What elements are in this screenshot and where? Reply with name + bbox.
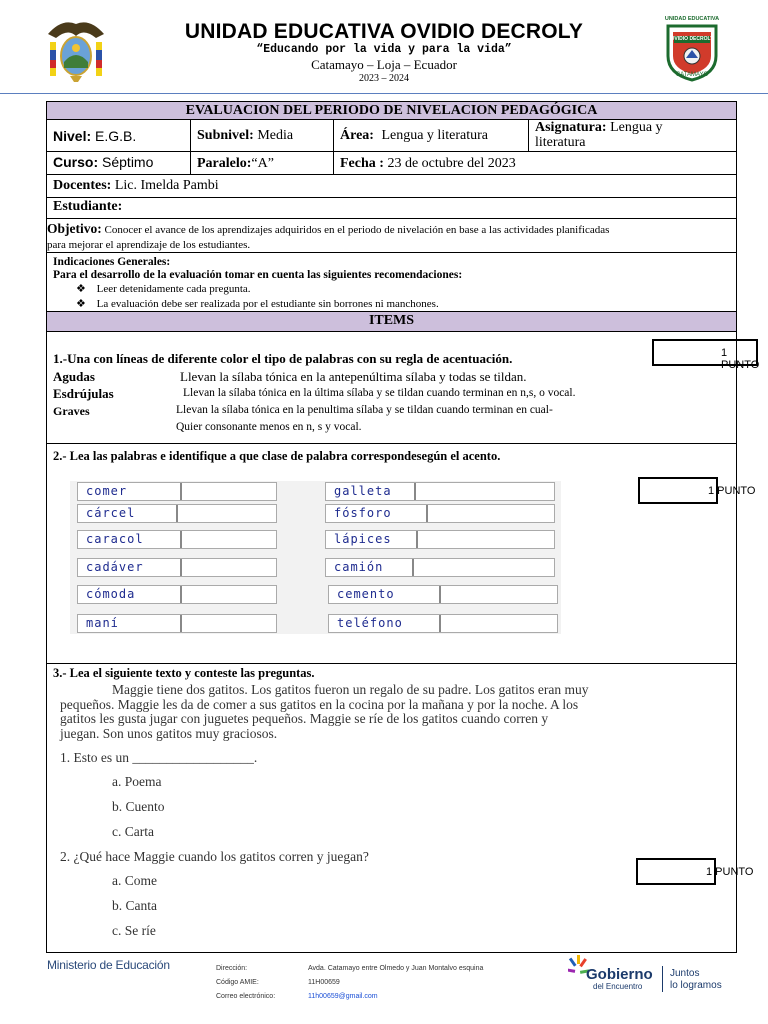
word-separator bbox=[414, 483, 416, 500]
nivel-cell bbox=[53, 128, 136, 144]
indicacion-text: La evaluación debe ser realizada por el estudiante sin borrones ni manchones. bbox=[96, 298, 439, 310]
word-box[interactable] bbox=[325, 504, 555, 523]
word-text: galleta bbox=[334, 484, 392, 498]
q3-option[interactable]: c. Carta bbox=[112, 824, 154, 839]
gobierno-slogan-2: lo logramos bbox=[670, 980, 722, 991]
word-separator bbox=[416, 531, 418, 548]
reading-line: Maggie tiene dos gatitos. Los gatitos fueron un regalo de su padre. Los gatitos eran muy bbox=[112, 682, 589, 697]
ministry-name: Ministerio de Educación bbox=[47, 958, 170, 972]
rule bbox=[46, 443, 737, 444]
q3-option[interactable]: a. Come bbox=[112, 873, 157, 888]
asignatura-cell bbox=[535, 120, 663, 150]
word-text: lápices bbox=[334, 532, 392, 546]
word-text: teléfono bbox=[337, 616, 403, 630]
q1-prompt: 1.-Una con líneas de diferente color el tipo de palabras con su regla de acentuación. bbox=[53, 351, 513, 366]
word-box[interactable] bbox=[328, 585, 558, 604]
curso-cell bbox=[53, 154, 153, 170]
rule bbox=[46, 218, 737, 219]
word-separator bbox=[439, 615, 441, 632]
word-box[interactable] bbox=[77, 530, 277, 549]
direccion-label: Dirección: bbox=[216, 965, 248, 972]
word-box[interactable] bbox=[77, 482, 277, 501]
word-box[interactable] bbox=[328, 614, 558, 633]
word-box[interactable] bbox=[325, 482, 555, 501]
curso-label: Curso: bbox=[53, 154, 99, 170]
reading-line: gatitos les gusta jugar con juguetes pequeños. Maggie se ríe de los gatitos cuando corren y bbox=[60, 711, 549, 726]
rule bbox=[46, 331, 737, 332]
paralelo-label: Paralelo: bbox=[197, 156, 252, 171]
rule bbox=[46, 663, 737, 664]
subnivel-label: Subnivel: bbox=[197, 128, 254, 143]
fecha-value: 23 de octubre del 2023 bbox=[387, 156, 516, 171]
objetivo-line-1: Conocer el avance de los aprendizajes adquiridos en el periodo de nivelación en base a las actividades planificadas bbox=[104, 224, 610, 236]
q3-prompt: 3.- Lea el siguiente texto y conteste las preguntas. bbox=[53, 666, 315, 680]
amie-label: Código AMIE: bbox=[216, 979, 259, 986]
q1-points: 1 PUNTO bbox=[721, 347, 760, 371]
gobierno-subtitle: del Encuentro bbox=[593, 982, 643, 991]
school-years: 2023 – 2024 bbox=[359, 73, 409, 84]
curso-value: Séptimo bbox=[102, 154, 154, 170]
asignatura-value-2: literatura bbox=[535, 135, 586, 150]
rule bbox=[190, 119, 191, 174]
area-value: Lengua y literatura bbox=[381, 128, 488, 143]
rule bbox=[46, 197, 737, 198]
word-separator bbox=[176, 505, 178, 522]
word-box[interactable] bbox=[325, 530, 555, 549]
fecha-label: Fecha : bbox=[340, 156, 384, 171]
q1-rule-1: Llevan la sílaba tónica en la antepenúltima sílaba y todas se tildan. bbox=[180, 369, 527, 384]
word-text: cemento bbox=[337, 587, 395, 601]
indicaciones-title: Indicaciones Generales: bbox=[53, 256, 171, 268]
word-text: camión bbox=[334, 560, 384, 574]
q2-score-box[interactable] bbox=[638, 477, 718, 504]
paralelo-cell bbox=[197, 156, 274, 172]
correo-value[interactable]: 11h00659@gmail.com bbox=[308, 993, 378, 1000]
word-separator bbox=[439, 586, 441, 603]
word-separator bbox=[180, 586, 182, 603]
subnivel-value: Media bbox=[257, 128, 294, 143]
estudiante-label: Estudiante: bbox=[53, 199, 123, 214]
indicaciones-intro: Para el desarrollo de la evaluación tomar en cuenta las siguientes recomendaciones: bbox=[53, 269, 463, 281]
nivel-value: E.G.B. bbox=[95, 128, 137, 144]
q1-term-esdrujulas: Esdrújulas bbox=[53, 386, 114, 401]
docentes-value: Lic. Imelda Pambi bbox=[114, 178, 219, 193]
docentes-cell bbox=[53, 178, 219, 194]
rule bbox=[46, 151, 737, 152]
objetivo-label: Objetivo: bbox=[47, 221, 102, 236]
q1-rule-2: Llevan la sílaba tónica en la última sílaba y se tildan cuando terminan en n,s, o vocal. bbox=[183, 387, 576, 399]
asignatura-label: Asignatura: bbox=[535, 120, 607, 135]
q3-option[interactable]: c. Se ríe bbox=[112, 923, 156, 938]
rule bbox=[528, 119, 529, 151]
word-box[interactable] bbox=[77, 614, 277, 633]
docentes-label: Docentes: bbox=[53, 178, 112, 193]
word-separator bbox=[180, 615, 182, 632]
word-box[interactable] bbox=[325, 558, 555, 577]
q2-points: 1 PUNTO bbox=[708, 485, 756, 497]
word-box[interactable] bbox=[77, 558, 277, 577]
gobierno-slogan-1: Juntos bbox=[670, 968, 700, 979]
seal-bottom-text: CATAMAYO bbox=[675, 72, 709, 78]
q1-rule-3: Llevan la sílaba tónica en la penultima sílaba y se tildan cuando terminan en cual- bbox=[176, 404, 553, 416]
word-text: maní bbox=[86, 616, 119, 630]
gobierno-name: Gobierno bbox=[586, 966, 653, 983]
q1-term-graves: Graves bbox=[53, 404, 90, 418]
diamond-bullet-icon: ❖ bbox=[76, 298, 86, 310]
objetivo-block bbox=[47, 221, 735, 253]
indicacion-item bbox=[76, 297, 439, 311]
indicacion-text: Leer detenidamente cada pregunta. bbox=[96, 283, 251, 295]
q2-prompt: 2.- Lea las palabras e identifique a que clase de palabra correspondesegún el acento. bbox=[53, 449, 501, 463]
word-separator bbox=[180, 531, 182, 548]
exam-title: EVALUACION DEL PERIODO DE NIVELACION PEDAGÓGICA bbox=[185, 103, 598, 118]
seal-name-text: OVIDIO DECROLY bbox=[670, 36, 714, 42]
word-text: comer bbox=[86, 484, 128, 498]
indicacion-item bbox=[76, 282, 251, 296]
direccion-value: Avda. Catamayo entre Olmedo y Juan Montalvo esquina bbox=[308, 965, 484, 972]
q3-question-1: 1. Esto es un __________________. bbox=[60, 750, 258, 765]
q3-score-box[interactable] bbox=[636, 858, 716, 885]
q1-term-agudas: Agudas bbox=[53, 369, 95, 384]
q3-option[interactable]: a. Poema bbox=[112, 774, 162, 789]
word-text: cárcel bbox=[86, 506, 136, 520]
q1-rule-4: Quier consonante menos en n, s y vocal. bbox=[176, 421, 362, 433]
word-box[interactable] bbox=[77, 504, 277, 523]
word-separator bbox=[412, 559, 414, 576]
amie-value: 11H00659 bbox=[308, 979, 340, 986]
subnivel-cell bbox=[197, 128, 293, 144]
word-separator bbox=[180, 483, 182, 500]
fecha-cell bbox=[340, 156, 516, 172]
q3-option[interactable]: b. Cuento bbox=[112, 799, 165, 814]
word-text: cómoda bbox=[86, 587, 136, 601]
area-label: Área: bbox=[340, 128, 374, 143]
objetivo-line-2: para mejorar el aprendizaje de los estudiantes. bbox=[47, 239, 251, 251]
correo-label: Correo electrónico: bbox=[216, 993, 276, 1000]
word-text: fósforo bbox=[334, 506, 392, 520]
word-text: cadáver bbox=[86, 560, 144, 574]
school-motto: “Educando por la vida y para la vida” bbox=[256, 43, 512, 56]
asignatura-value-1: Lengua y bbox=[610, 120, 663, 135]
rule bbox=[46, 174, 737, 175]
area-cell bbox=[340, 128, 488, 144]
items-title: ITEMS bbox=[368, 313, 415, 328]
word-separator bbox=[426, 505, 428, 522]
q3-option[interactable]: b. Canta bbox=[112, 898, 157, 913]
reading-line: pequeños. Maggie les da de comer a sus gatitos en la cocina por la mañana y por la noche. A los bbox=[60, 697, 579, 712]
school-location: Catamayo – Loja – Ecuador bbox=[311, 57, 457, 72]
paralelo-value: “A” bbox=[251, 156, 274, 171]
word-separator bbox=[180, 559, 182, 576]
header-rule bbox=[0, 93, 768, 94]
q3-question-2: 2. ¿Qué hace Maggie cuando los gatitos corren y juegan? bbox=[60, 849, 369, 864]
reading-line: juegan. Son unos gatitos muy graciosos. bbox=[60, 726, 278, 741]
q3-points: 1 PUNTO bbox=[706, 866, 754, 878]
diamond-bullet-icon: ❖ bbox=[76, 283, 86, 295]
rule bbox=[333, 119, 334, 174]
nivel-label: Nivel: bbox=[53, 128, 92, 144]
word-box[interactable] bbox=[77, 585, 277, 604]
word-text: caracol bbox=[86, 532, 144, 546]
school-name: UNIDAD EDUCATIVA OVIDIO DECROLY bbox=[184, 20, 584, 43]
gobierno-divider bbox=[662, 966, 663, 992]
seal-top-text: UNIDAD EDUCATIVA bbox=[664, 16, 720, 22]
